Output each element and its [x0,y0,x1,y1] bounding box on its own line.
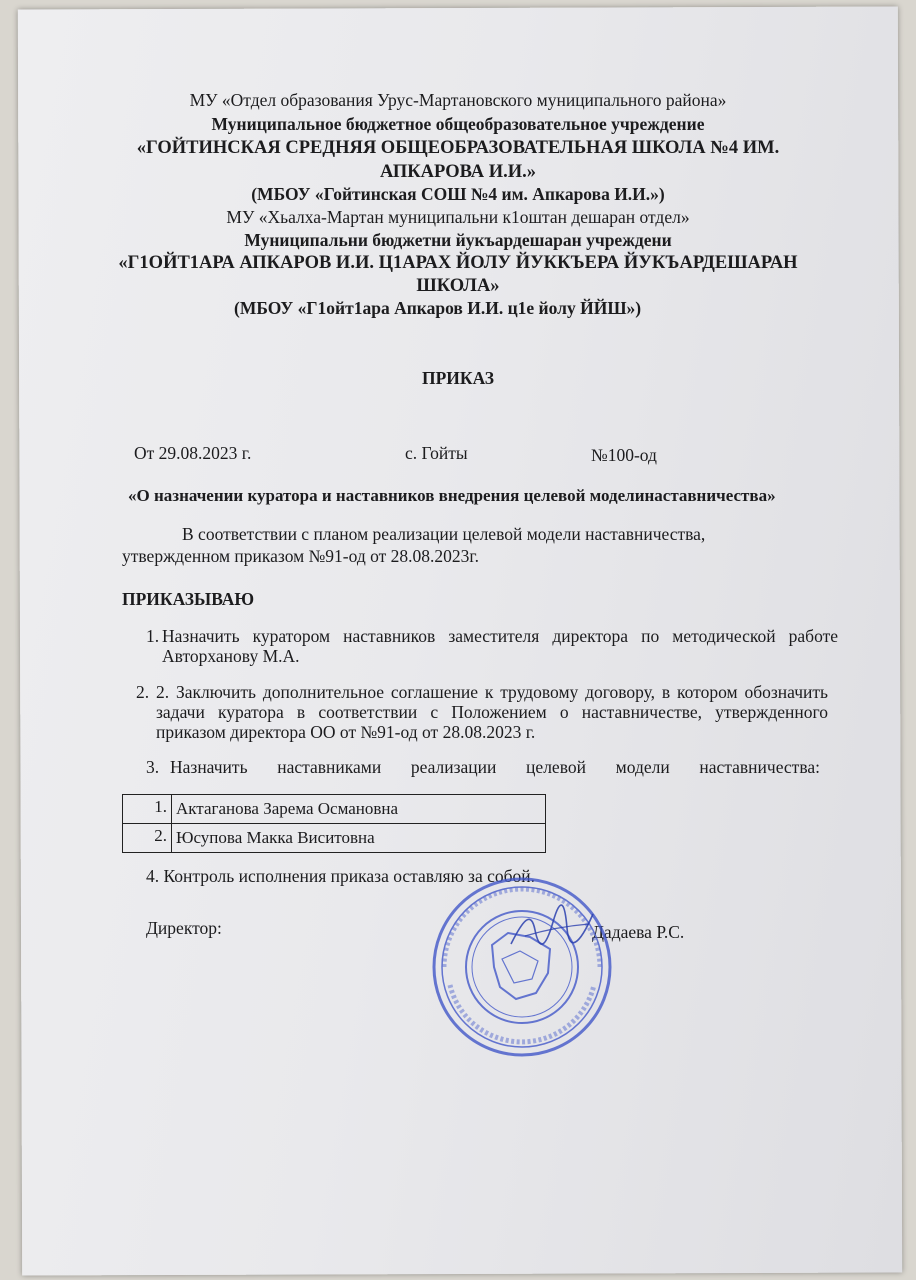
table-row [123,795,546,824]
item-1-number: 1. [146,626,160,646]
mentor-name: Юсупова Макка Виситовна [172,824,546,853]
preamble-line-2: утвержденном приказом №91-од от 28.08.2023г. [122,546,480,566]
header-line-7: Муниципальни бюджетни йукъардешаран учреждени [244,230,672,250]
item-1-text: Назначить куратором наставников заместителя директора по методической работе Авторханову М.А. [162,626,838,666]
header-line-2: Муниципальное бюджетное общеобразовательное учреждение [211,114,705,134]
item-3-number: 3. [146,757,160,777]
item-3-text: Назначить наставниками реализации целевой модели наставничества: [170,757,820,777]
document-title: ПРИКАЗ [421,368,495,388]
header-line-9: ШКОЛА» [416,276,500,296]
header-line-10: (МБОУ «Г1ойт1ара Апкаров И.И. ц1е йолу ЙЙШ») [234,298,642,318]
header-line-5: (МБОУ «Гойтинская СОШ №4 им. Апкарова И.И.») [251,184,665,204]
mentor-number: 1. [123,795,172,824]
order-subject: «О назначении куратора и наставников внедрения целевой моделинаставничества» [128,486,776,505]
header-line-4: АПКАРОВА И.И.» [379,162,537,182]
header-line-3: «ГОЙТИНСКАЯ СРЕДНЯЯ ОБЩЕОБРАЗОВАТЕЛЬНАЯ ШКОЛА №4 ИМ. [136,138,780,158]
mentor-number: 2. [123,824,172,853]
order-place: с. Гойты [405,443,468,463]
header-line-1: МУ «Отдел образования Урус-Мартановского муниципального района» [189,90,727,110]
order-number: №100-од [591,445,657,465]
signature-scribble-icon [505,900,600,960]
table-row [123,824,546,853]
mentor-name: Актаганова Зарема Османовна [172,795,546,824]
item-2-number: 2. [136,682,150,702]
mentors-table [122,794,546,853]
header-line-8: «Г1ОЙТ1АРА АПКАРОВ И.И. Ц1АРАХ ЙОЛУ ЙУККЪЕРА ЙУКЪАРДЕШАРАН [118,253,798,273]
header-line-6: МУ «Хьалха-Мартан муниципальни к1оштан дешаран отдел» [226,207,690,227]
item-4-text: 4. Контроль исполнения приказа оставляю за собой. [146,866,536,886]
signature-role: Директор: [146,918,222,938]
signature-name: Дадаева Р.С. [592,922,685,942]
item-2-text: 2. Заключить дополнительное соглашение к трудовому договору, в котором обозначить задачи куратора в соответствии с Положением о наставничестве, утвержденного приказом директора ОО от №91-од от 28.08.2023 г. [156,682,828,742]
order-date: От 29.08.2023 г. [134,443,252,463]
preamble-line-1: В соответствии с планом реализации целевой модели наставничества, [182,524,706,544]
order-word: ПРИКАЗЫВАЮ [122,589,255,609]
